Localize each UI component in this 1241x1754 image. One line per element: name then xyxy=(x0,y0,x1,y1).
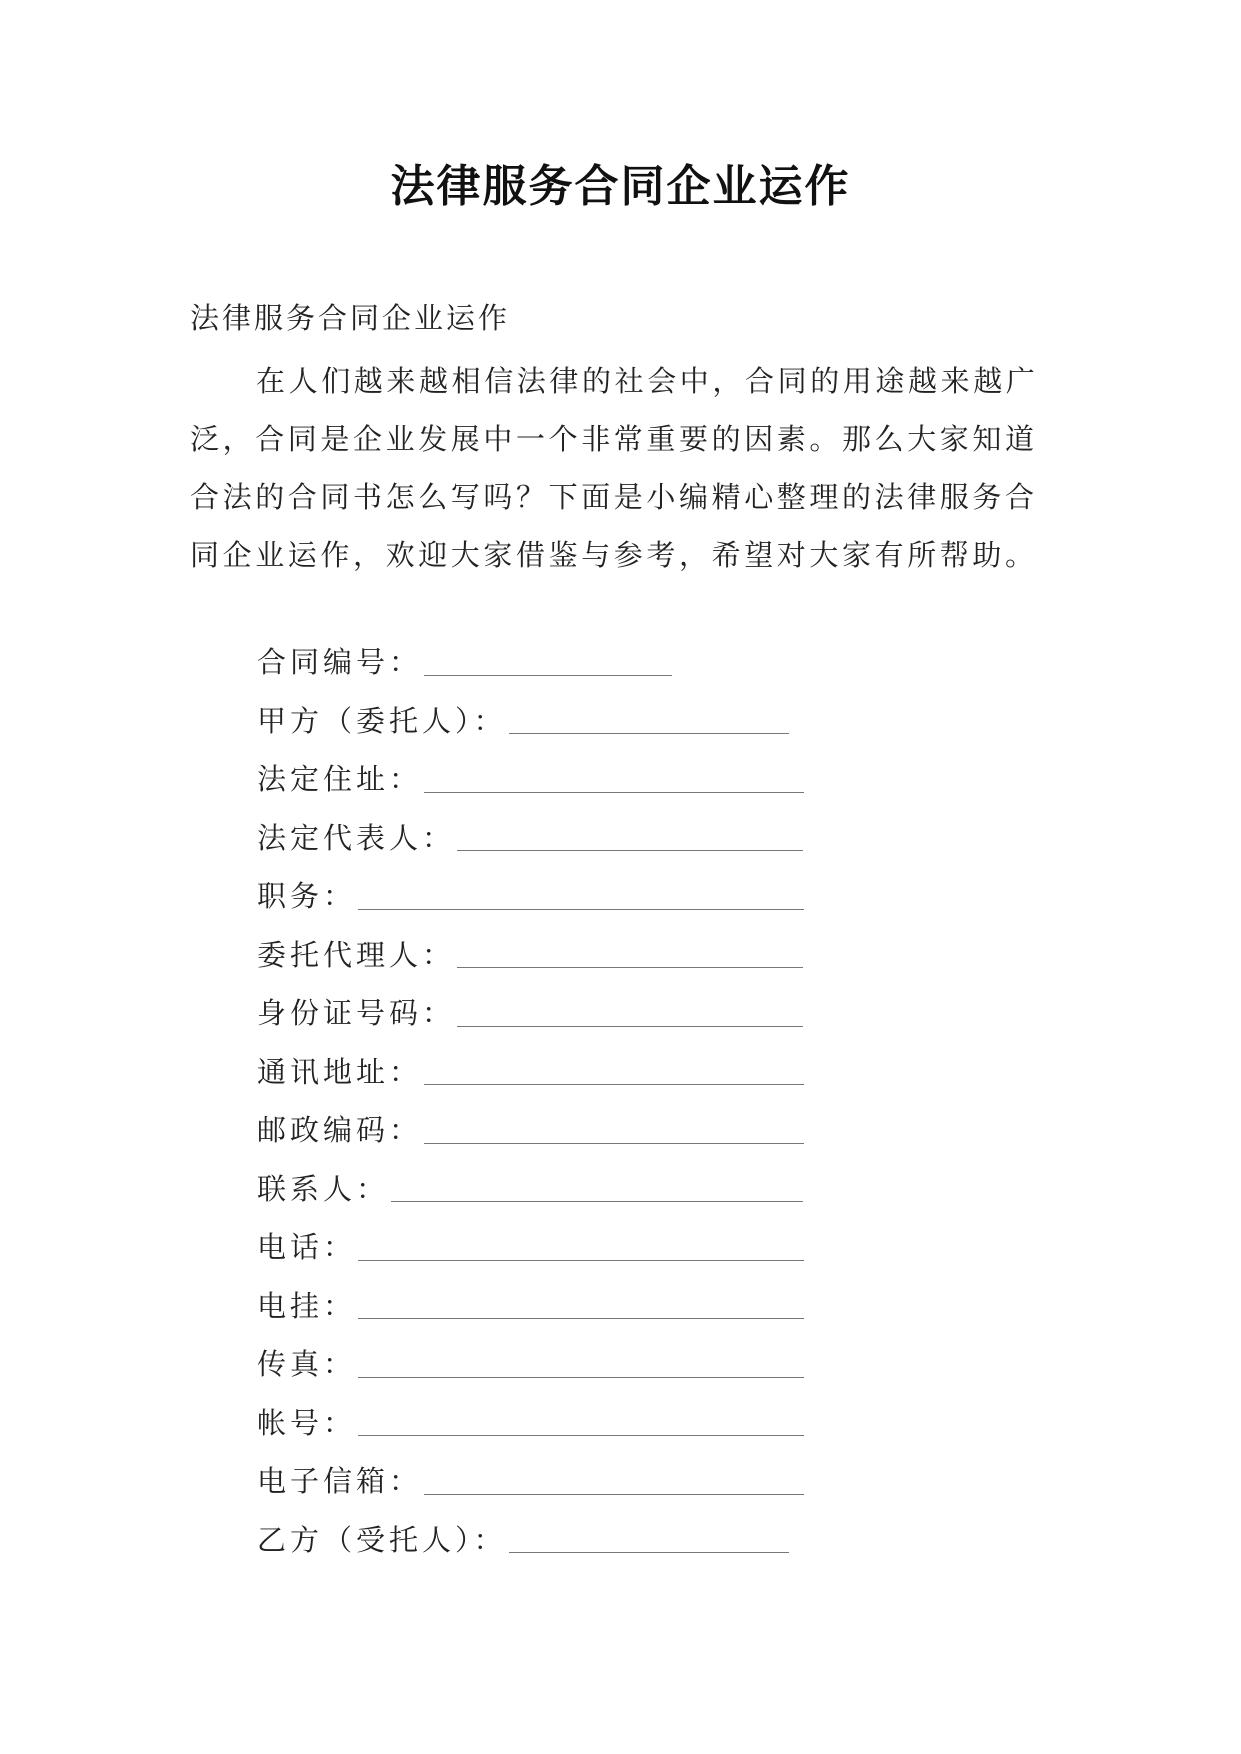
field-fax xyxy=(257,1335,804,1394)
field-postal-code xyxy=(257,1101,804,1160)
field-label: 帐号： xyxy=(257,1405,357,1440)
field-label: 乙方（受托人）： xyxy=(257,1522,507,1557)
field-account-number xyxy=(257,1394,804,1453)
field-contract-number xyxy=(257,633,804,692)
field-party-b xyxy=(257,1511,804,1570)
field-label: 法定代表人： xyxy=(257,820,456,855)
fill-in-blank xyxy=(424,770,804,793)
field-label: 合同编号： xyxy=(257,645,423,679)
field-label: 甲方（委托人）： xyxy=(257,703,507,738)
fill-in-blank xyxy=(358,887,804,910)
fill-in-blank xyxy=(457,945,803,968)
fill-in-blank xyxy=(358,1355,804,1378)
field-label: 法定住址： xyxy=(257,762,423,796)
fill-in-blank xyxy=(457,1004,803,1027)
field-authorized-agent xyxy=(257,926,804,985)
field-label: 委托代理人： xyxy=(257,937,456,972)
field-label: 电话： xyxy=(257,1230,357,1264)
field-label: 职务： xyxy=(257,879,357,913)
field-label: 联系人： xyxy=(257,1171,390,1206)
fill-in-blank xyxy=(424,1121,804,1144)
document-title: 法律服务合同企业运作 xyxy=(390,161,851,212)
fill-in-blank xyxy=(424,1472,804,1495)
field-email xyxy=(257,1452,804,1511)
field-legal-address xyxy=(257,750,804,809)
fill-in-blank xyxy=(358,1296,804,1319)
field-label: 身份证号码： xyxy=(257,996,456,1030)
field-label: 传真： xyxy=(257,1347,357,1381)
fill-in-blank xyxy=(509,711,789,734)
field-label: 邮政编码： xyxy=(257,1113,423,1147)
field-label: 通讯地址： xyxy=(257,1054,423,1089)
field-contact-person xyxy=(257,1160,804,1219)
field-party-a xyxy=(257,692,804,751)
fill-in-blank xyxy=(509,1530,789,1553)
field-legal-representative xyxy=(257,809,804,868)
fill-in-blank xyxy=(424,1062,804,1085)
intro-paragraph: 在人们越来越相信法律的社会中，合同的用途越来越广泛，合同是企业发展中一个非常重要的因素。那么大家知道合法的合同书怎么写吗？下面是小编精心整理的法律服务合同企业运作，欢迎大家借鉴与参考，希望对大家有所帮助。 xyxy=(190,364,1039,572)
field-id-number xyxy=(257,984,804,1043)
fill-in-blank xyxy=(358,1238,804,1261)
fill-in-blank xyxy=(424,653,672,676)
field-label: 电子信箱： xyxy=(257,1464,423,1498)
field-label: 电挂： xyxy=(257,1288,357,1323)
fill-in-blank xyxy=(358,1413,804,1436)
field-mailing-address xyxy=(257,1043,804,1102)
field-phone xyxy=(257,1218,804,1277)
field-position xyxy=(257,867,804,926)
fill-in-blank xyxy=(457,828,803,851)
contract-field-list xyxy=(257,633,804,1569)
field-telegraph xyxy=(257,1277,804,1336)
document-subtitle: 法律服务合同企业运作 xyxy=(190,301,511,335)
fill-in-blank xyxy=(391,1179,803,1202)
